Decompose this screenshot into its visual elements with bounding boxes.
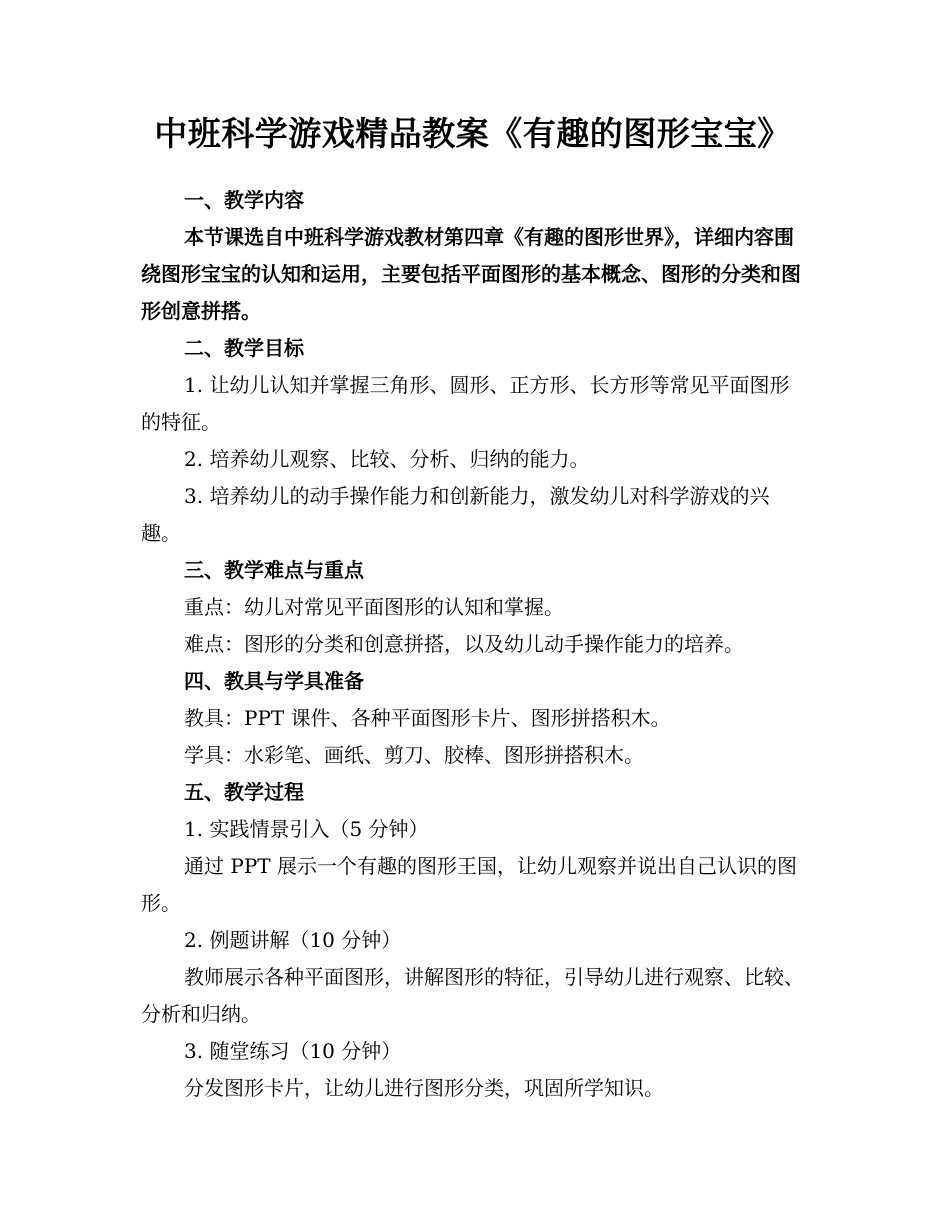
- section-heading-process: 五、教学过程: [184, 780, 304, 804]
- objective-item-1: 1. 让幼儿认知并掌握三角形、圆形、正方形、长方形等常见平面图形的特征。: [141, 373, 790, 434]
- objective-item-3: 3. 培养幼儿的动手操作能力和创新能力，激发幼儿对科学游戏的兴趣。: [141, 484, 770, 545]
- difficult-point-paragraph: 难点：图形的分类和创意拼搭，以及幼儿动手操作能力的培养。: [184, 632, 744, 656]
- section-heading-materials: 四、教具与学具准备: [184, 669, 364, 693]
- document-title: 中班科学游戏精品教案《有趣的图形宝宝》: [154, 114, 791, 153]
- section-heading-content: 一、教学内容: [184, 188, 304, 212]
- process-step-2-title: 2. 例题讲解（10 分钟）: [184, 928, 402, 952]
- process-step-1-body: 通过 PPT 展示一个有趣的图形王国，让幼儿观察并说出自己认识的图形。: [141, 854, 797, 915]
- teaching-aids-paragraph: 教具：PPT 课件、各种平面图形卡片、图形拼搭积木。: [184, 706, 671, 730]
- process-step-2-body: 教师展示各种平面图形，讲解图形的特征，引导幼儿进行观察、比较、分析和归纳。: [141, 965, 804, 1026]
- process-step-3-body: 分发图形卡片，让幼儿进行图形分类，巩固所学知识。: [184, 1076, 664, 1100]
- section-heading-key-points: 三、教学难点与重点: [184, 558, 364, 582]
- content-paragraph: 本节课选自中班科学游戏教材第四章《有趣的图形世界》，详细内容围绕图形宝宝的认知和运用，主要包括平面图形的基本概念、图形的分类和图形创意拼搭。: [141, 225, 801, 323]
- process-step-3-title: 3. 随堂练习（10 分钟）: [184, 1039, 402, 1063]
- process-step-1-title: 1. 实践情景引入（5 分钟）: [184, 817, 429, 841]
- key-point-paragraph: 重点：幼儿对常见平面图形的认知和掌握。: [184, 595, 564, 619]
- section-heading-objectives: 二、教学目标: [184, 336, 304, 360]
- learning-aids-paragraph: 学具：水彩笔、画纸、剪刀、胶棒、图形拼搭积木。: [184, 743, 644, 767]
- objective-item-2: 2. 培养幼儿观察、比较、分析、归纳的能力。: [184, 447, 590, 471]
